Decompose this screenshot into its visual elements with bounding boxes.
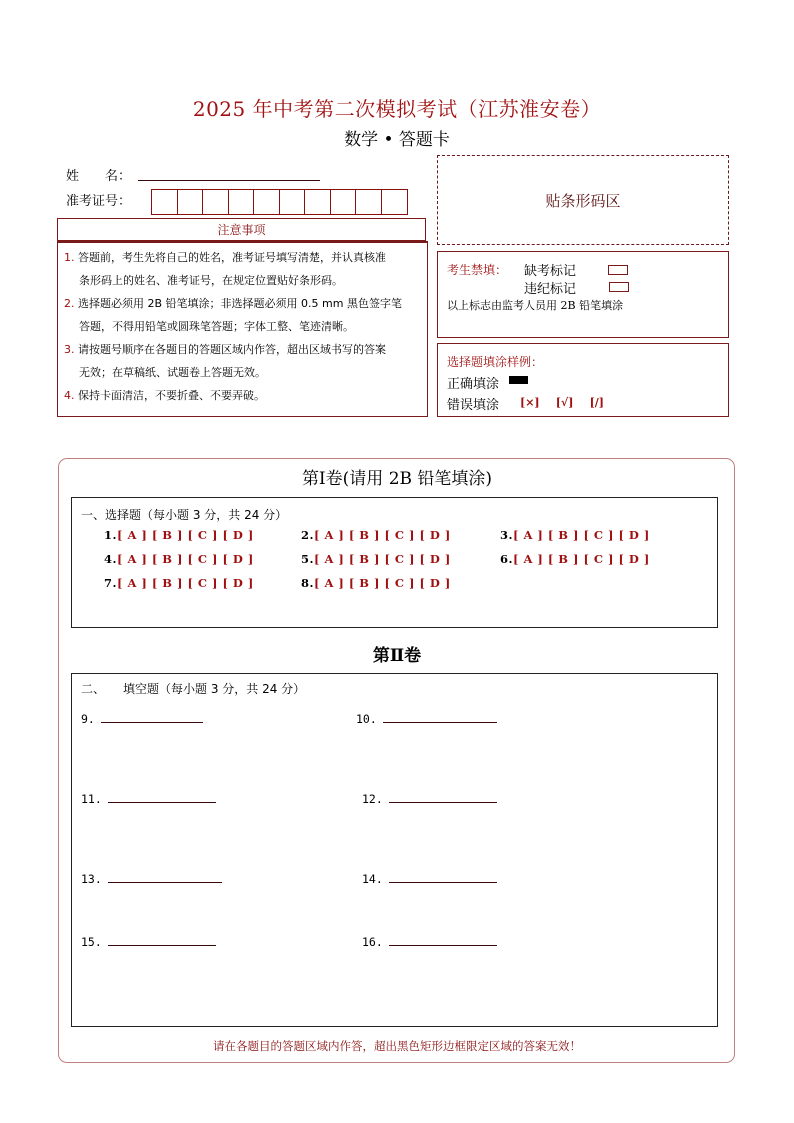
- mcq-options[interactable]: [ A ] [ B ] [ C ] [ D ]: [117, 576, 254, 590]
- blank-question-13[interactable]: 13.: [81, 872, 222, 886]
- fill-blank-section-heading: 二、 填空题（每小题 3 分，共 24 分）: [81, 682, 306, 696]
- blank-question-15[interactable]: 15.: [81, 935, 216, 949]
- mcq-question-3[interactable]: 3.[ A ] [ B ] [ C ] [ D ]: [500, 528, 650, 542]
- notice-item-text: 答题前，考生先将自己的姓名，准考证号填写清楚，并认真核准: [78, 251, 386, 264]
- mcq-section-heading: 一、选择题（每小题 3 分，共 24 分）: [81, 508, 288, 522]
- name-label: 姓 名：: [66, 169, 132, 184]
- correct-fill-label: 正确填涂: [447, 377, 500, 392]
- blank-question-9[interactable]: 9.: [81, 712, 203, 726]
- mcq-options[interactable]: [ A ] [ B ] [ C ] [ D ]: [314, 576, 451, 590]
- footer-warning: 请在各题目的答题区域内作答，超出黑色矩形边框限定区域的答案无效！: [213, 1039, 581, 1053]
- mcq-question-5[interactable]: 5.[ A ] [ B ] [ C ] [ D ]: [301, 552, 451, 566]
- mcq-section: [71, 497, 718, 628]
- wrong-fill-cross: [×]: [520, 396, 540, 409]
- mcq-options[interactable]: [ A ] [ B ] [ C ] [ D ]: [513, 552, 650, 566]
- proctor-marks-label: 考生禁填：: [447, 263, 508, 277]
- wrong-fill-label: 错误填涂: [447, 398, 500, 413]
- notice-item-text-cont: 无效；在草稿纸、试题卷上答题无效。: [79, 366, 266, 379]
- exam-id-digit-box[interactable]: [254, 190, 280, 214]
- barcode-area-label: 贴条形码区: [545, 191, 621, 210]
- exam-id-digit-box[interactable]: [356, 190, 382, 214]
- absent-mark-label: 缺考标记: [524, 264, 577, 279]
- notice-body: [57, 241, 428, 417]
- violation-mark-label: 违纪标记: [524, 282, 577, 297]
- name-input-line[interactable]: [138, 180, 320, 181]
- notice-item-text: 请按题号顺序在各题目的答题区域内作答，超出区域书写的答案: [78, 343, 386, 356]
- mcq-question-7[interactable]: 7.[ A ] [ B ] [ C ] [ D ]: [104, 576, 254, 590]
- notice-item-text-cont: 答题，不得用铅笔或圆珠笔答题；字体工整、笔迹清晰。: [79, 320, 354, 333]
- absent-mark-box[interactable]: [608, 265, 628, 275]
- mcq-options[interactable]: [ A ] [ B ] [ C ] [ D ]: [314, 552, 451, 566]
- correct-fill-example: [509, 376, 528, 384]
- wrong-fill-examples: [508, 395, 604, 410]
- proctor-marks-box: [437, 251, 729, 338]
- notice-heading: 注意事项: [57, 218, 426, 241]
- notice-item-number: 1.: [64, 251, 75, 264]
- page-subtitle: 数学 • 答题卡: [344, 130, 450, 150]
- blank-question-14[interactable]: 14.: [362, 872, 497, 886]
- barcode-area: [437, 155, 729, 245]
- proctor-marks-note: 以上标志由监考人员用 2B 铅笔填涂: [447, 299, 624, 312]
- answer-line[interactable]: [108, 944, 216, 946]
- exam-id-label: 准考证号：: [66, 194, 132, 209]
- blank-question-16[interactable]: 16.: [362, 935, 497, 949]
- wrong-fill-check: [√]: [555, 396, 574, 409]
- mcq-question-1[interactable]: 1.[ A ] [ B ] [ C ] [ D ]: [104, 528, 254, 542]
- wrong-fill-slash: [/]: [589, 396, 604, 409]
- mcq-question-6[interactable]: 6.[ A ] [ B ] [ C ] [ D ]: [500, 552, 650, 566]
- blank-question-11[interactable]: 11.: [81, 792, 216, 806]
- answer-line[interactable]: [389, 801, 497, 803]
- exam-id-digit-box[interactable]: [178, 190, 204, 214]
- notice-item: [64, 292, 421, 338]
- exam-id-digit-box[interactable]: [229, 190, 255, 214]
- answer-line[interactable]: [389, 881, 497, 883]
- blank-question-10[interactable]: 10.: [356, 712, 497, 726]
- mcq-question-8[interactable]: 8.[ A ] [ B ] [ C ] [ D ]: [301, 576, 451, 590]
- violation-mark-box[interactable]: [609, 282, 629, 292]
- notice-item-text-cont: 条形码上的姓名、准考证号，在规定位置贴好条形码。: [79, 274, 343, 287]
- exam-id-digit-box[interactable]: [382, 190, 408, 214]
- part1-title: 第Ⅰ卷(请用 2B 铅笔填涂): [301, 469, 493, 489]
- blank-question-12[interactable]: 12.: [362, 792, 497, 806]
- notice-item-number: 2.: [64, 297, 75, 310]
- notice-item: [64, 384, 421, 407]
- fill-sample-box: [437, 343, 729, 417]
- mcq-options[interactable]: [ A ] [ B ] [ C ] [ D ]: [314, 528, 451, 542]
- fill-sample-heading: 选择题填涂样例：: [447, 355, 544, 369]
- exam-id-boxes[interactable]: [151, 189, 408, 215]
- fill-blank-section: [71, 673, 718, 1027]
- exam-id-digit-box[interactable]: [280, 190, 306, 214]
- exam-id-digit-box[interactable]: [152, 190, 178, 214]
- notice-item-number: 4.: [64, 389, 75, 402]
- notice-item-text: 选择题必须用 2B 铅笔填涂；非选择题必须用 0.5 mm 黑色签字笔: [78, 297, 402, 310]
- page-title: 2025 年中考第二次模拟考试（江苏淮安卷）: [192, 97, 602, 121]
- notice-item-text: 保持卡面清洁，不要折叠、不要弄破。: [78, 389, 265, 402]
- notice-item-number: 3.: [64, 343, 75, 356]
- exam-id-digit-box[interactable]: [203, 190, 229, 214]
- notice-item: [64, 246, 421, 292]
- notice-item: [64, 338, 421, 384]
- mcq-options[interactable]: [ A ] [ B ] [ C ] [ D ]: [117, 528, 254, 542]
- answer-line[interactable]: [108, 881, 222, 883]
- mcq-options[interactable]: [ A ] [ B ] [ C ] [ D ]: [513, 528, 650, 542]
- mcq-options[interactable]: [ A ] [ B ] [ C ] [ D ]: [117, 552, 254, 566]
- answer-line[interactable]: [389, 944, 497, 946]
- answer-line[interactable]: [108, 801, 216, 803]
- exam-id-digit-box[interactable]: [305, 190, 331, 214]
- answer-line[interactable]: [383, 721, 497, 723]
- mcq-question-2[interactable]: 2.[ A ] [ B ] [ C ] [ D ]: [301, 528, 451, 542]
- part2-title: 第Ⅱ卷: [372, 646, 422, 666]
- exam-id-digit-box[interactable]: [331, 190, 357, 214]
- mcq-question-4[interactable]: 4.[ A ] [ B ] [ C ] [ D ]: [104, 552, 254, 566]
- answer-line[interactable]: [101, 721, 203, 723]
